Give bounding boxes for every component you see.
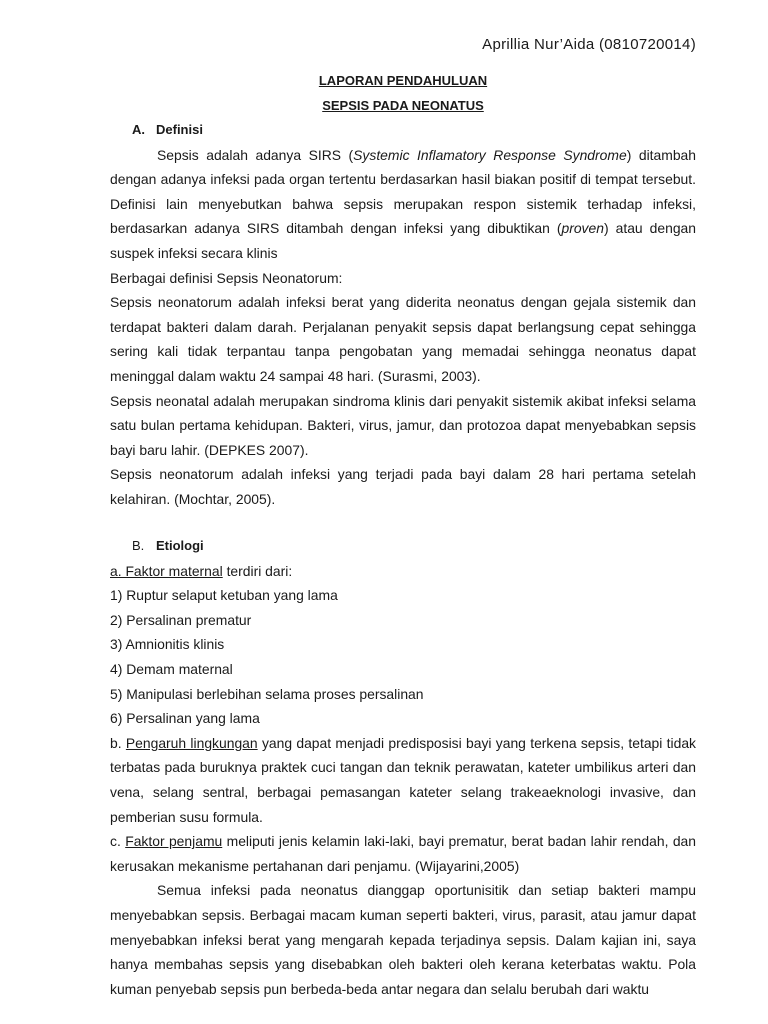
section-etiologi <box>110 534 696 1001</box>
section-definisi <box>110 118 696 512</box>
section-letter: A. <box>132 122 145 137</box>
section-heading-definisi <box>110 118 696 143</box>
report-subtitle: SEPSIS PADA NEONATUS <box>322 98 484 113</box>
author-name: Aprillia Nur’Aida (0810720014) <box>482 36 696 53</box>
paragraph-host-factor: c. Faktor penjamu meliputi jenis kelamin laki-laki, bayi prematur, berat badan lahir rendah, dan kerusakan mekanisme pertahanan dari penjamu. (Wijayarini,2005) <box>110 833 696 874</box>
paragraph-definition-mochtar: Sepsis neonatorum adalah infeksi yang terjadi pada bayi dalam 28 hari pertama setelah kelahiran. (Mochtar, 2005). <box>110 466 696 507</box>
paragraph-definition-surasmi: Sepsis neonatorum adalah infeksi berat yang diderita neonatus dengan gejala sistemik dan terdapat bakteri dalam darah. Perjalanan penyakit sepsis dapat berlangsung cepat sehingga sering kali tidak terpantau tanpa pengobatan yang memadai sehingga neonatus dapat meninggal dalam waktu 24 sampai 48 hari. (Surasmi, 2003). <box>110 294 696 384</box>
paragraph-environment-factor: b. Pengaruh lingkungan yang dapat menjadi predisposisi bayi yang terkena sepsis, tetapi tidak terbatas pada buruknya praktek cuci tangan dan teknik perawatan, kateter umbilikus arteri dan vena, selang sentral, berbagai pemasangan kateter selang trakeaeknologi invasive, dan pemberian susu formula. <box>110 734 696 825</box>
maternal-factor-heading: a. Faktor maternal terdiri dari: <box>110 562 293 579</box>
section-title: Definisi <box>156 122 203 137</box>
section-title: Etiologi <box>156 538 204 553</box>
list-item: 2) Persalinan prematur <box>110 611 252 628</box>
list-item: 1) Ruptur selaput ketuban yang lama <box>110 587 338 604</box>
report-title: LAPORAN PENDAHULUAN <box>318 73 488 88</box>
paragraph-definitions-intro: Berbagai definisi Sepsis Neonatorum: <box>110 269 343 286</box>
section-letter: B. <box>132 538 145 553</box>
list-item: 3) Amnionitis klinis <box>110 636 225 653</box>
paragraph-definition-depkes: Sepsis neonatal adalah merupakan sindroma klinis dari penyakit sistemik akibat infeksi selama satu bulan pertama kehidupan. Bakteri, virus, jamur, dan protozoa dapat menyebabkan sepsis bayi baru lahir. (DEPKES 2007). <box>110 392 696 458</box>
list-item: 4) Demam maternal <box>110 660 233 677</box>
paragraph-sirs: Sepsis adalah adanya SIRS (Systemic Inflamatory Response Syndrome) ditambah dengan adanya infeksi pada organ tertentu berdasarkan hasil biakan positif di tempat tersebut. Definisi lain menyebutkan bahwa sepsis merupakan respon sistemik terhadap infeksi, berdasarkan adanya SIRS ditambah dengan infeksi yang dibuktikan (proven) atau dengan suspek infeksi secara klinis <box>110 146 697 261</box>
section-heading-etiologi <box>110 534 696 559</box>
paragraph-opportunistic: Semua infeksi pada neonatus dianggap oportunisitik dan setiap bakteri mampu menyebabkan sepsis. Berbagai macam kuman seperti bakteri, virus, parasit, atau jamur dapat menyebabkan infeksi berat yang mengarah kepada terjadinya sepsis. Dalam kajian ini, saya hanya membahas sepsis yang disebabkan oleh bakteri oleh kerana keterbatas waktu. Pola kuman penyebab sepsis pun berbeda-beda antar negara dan selalu berubah dari waktu <box>110 882 696 997</box>
list-item: 5) Manipulasi berlebihan selama proses persalinan <box>110 685 424 702</box>
list-item: 6) Persalinan yang lama <box>110 710 260 727</box>
